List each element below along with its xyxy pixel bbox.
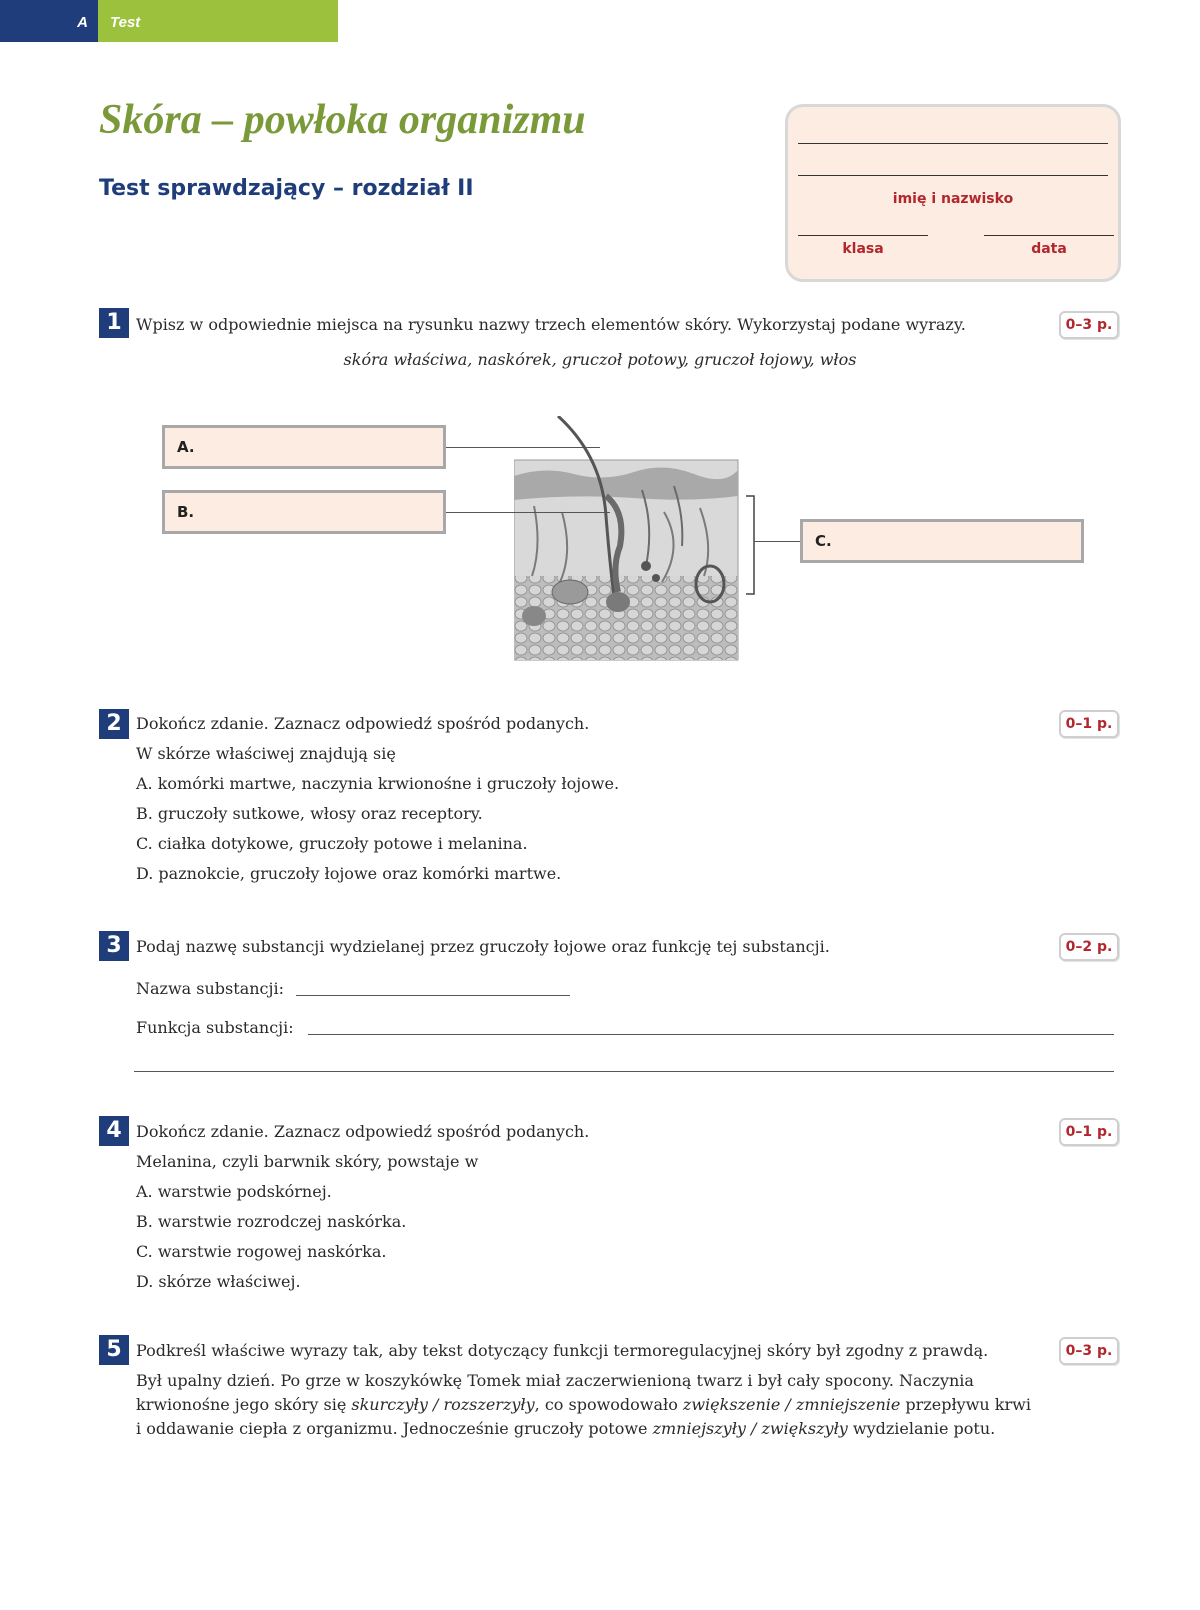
label-leader-a [446,447,600,448]
passage-text: , co spowodowało [534,1395,683,1414]
substance-name-line[interactable] [296,995,570,996]
points-badge: 0–1 p. [1059,1118,1119,1146]
section-letter-tab [0,0,98,42]
points-badge: 0–3 p. [1059,311,1119,339]
class-line[interactable] [798,235,928,236]
question-number: 5 [99,1335,129,1365]
answer-option[interactable]: C. ciałka dotykowe, gruczoły potowe i melanina. [136,834,528,853]
answer-label-c: C. [815,532,832,550]
section-label-tab [98,0,338,42]
section-label: Test [110,14,141,31]
question-text: Wpisz w odpowiednie miejsca na rysunku nazwy trzech elementów skóry. Wykorzystaj podane wyrazy. [136,315,966,334]
word-choice-2[interactable]: zwiększenie / zmniejszenie [682,1395,901,1414]
substance-function-line[interactable] [308,1034,1114,1035]
passage-text: przepływu krwi i oddawanie ciepła z organizmu. Jednocześnie gruczoły potowe [136,1395,1031,1438]
answer-label-b: B. [177,503,195,521]
question-number: 4 [99,1116,129,1146]
question-stem: Melanina, czyli barwnik skóry, powstaje w [136,1152,479,1171]
student-info-box [785,104,1121,282]
passage-text: Był upalny dzień. Po grze w koszykówkę Tomek miał zaczerwienioną twarz i był cały spocony. Naczynia krwionośne jego skóry się [136,1371,974,1414]
substance-function-line-2[interactable] [134,1071,1114,1072]
question-stem: W skórze właściwej znajdują się [136,744,396,763]
answer-box-b[interactable] [162,490,446,534]
answer-box-c[interactable] [800,519,1084,563]
passage-text: wydzielanie potu. [847,1419,996,1438]
question-text: Podkreśl właściwe wyrazy tak, aby tekst dotyczący funkcji termoregulacyjnej skóry był zgodny z prawdą. [136,1341,989,1360]
answer-option[interactable]: C. warstwie rogowej naskórka. [136,1242,387,1261]
points-badge: 0–1 p. [1059,710,1119,738]
points-badge: 0–3 p. [1059,1337,1119,1365]
answer-label-a: A. [177,438,195,456]
answer-option[interactable]: A. komórki martwe, naczynia krwionośne i gruczoły łojowe. [136,774,620,793]
name-label: imię i nazwisko [892,191,1014,207]
answer-option[interactable]: A. warstwie podskórnej. [136,1182,332,1201]
word-choice-1[interactable]: skurczyły / rozszerzyły [351,1395,535,1414]
answer-option[interactable]: D. paznokcie, gruczoły łojowe oraz komórki martwe. [136,864,562,883]
page-subtitle: Test sprawdzający – rozdział II [99,176,474,201]
skin-cross-section-diagram [514,416,814,670]
question-passage [136,1369,1036,1441]
question-number: 1 [99,308,129,338]
answer-box-a[interactable] [162,425,446,469]
points-badge: 0–2 p. [1059,933,1119,961]
substance-function-label: Funkcja substancji: [136,1018,294,1037]
class-label: klasa [842,241,884,257]
question-text: Podaj nazwę substancji wydzielanej przez gruczoły łojowe oraz funkcję tej substancji. [136,937,830,956]
question-number: 2 [99,709,129,739]
label-leader-b [446,512,610,513]
date-label: data [1031,241,1067,257]
answer-option[interactable]: B. warstwie rozrodczej naskórka. [136,1212,407,1231]
word-bank: skóra właściwa, naskórek, gruczoł potowy, gruczoł łojowy, włos [343,350,857,369]
question-number: 3 [99,931,129,961]
page-title: Skóra – powłoka organizmu [99,97,586,143]
name-line-1[interactable] [798,143,1108,144]
date-line[interactable] [984,235,1114,236]
question-text: Dokończ zdanie. Zaznacz odpowiedź spośród podanych. [136,1122,590,1141]
name-line-2[interactable] [798,175,1108,176]
section-letter: A [77,14,88,31]
question-text: Dokończ zdanie. Zaznacz odpowiedź spośród podanych. [136,714,590,733]
label-leader-c [754,541,800,542]
answer-option[interactable]: D. skórze właściwej. [136,1272,301,1291]
substance-name-label: Nazwa substancji: [136,979,284,998]
word-choice-3[interactable]: zmniejszyły / zwiększyły [652,1419,848,1438]
answer-option[interactable]: B. gruczoły sutkowe, włosy oraz receptory. [136,804,483,823]
